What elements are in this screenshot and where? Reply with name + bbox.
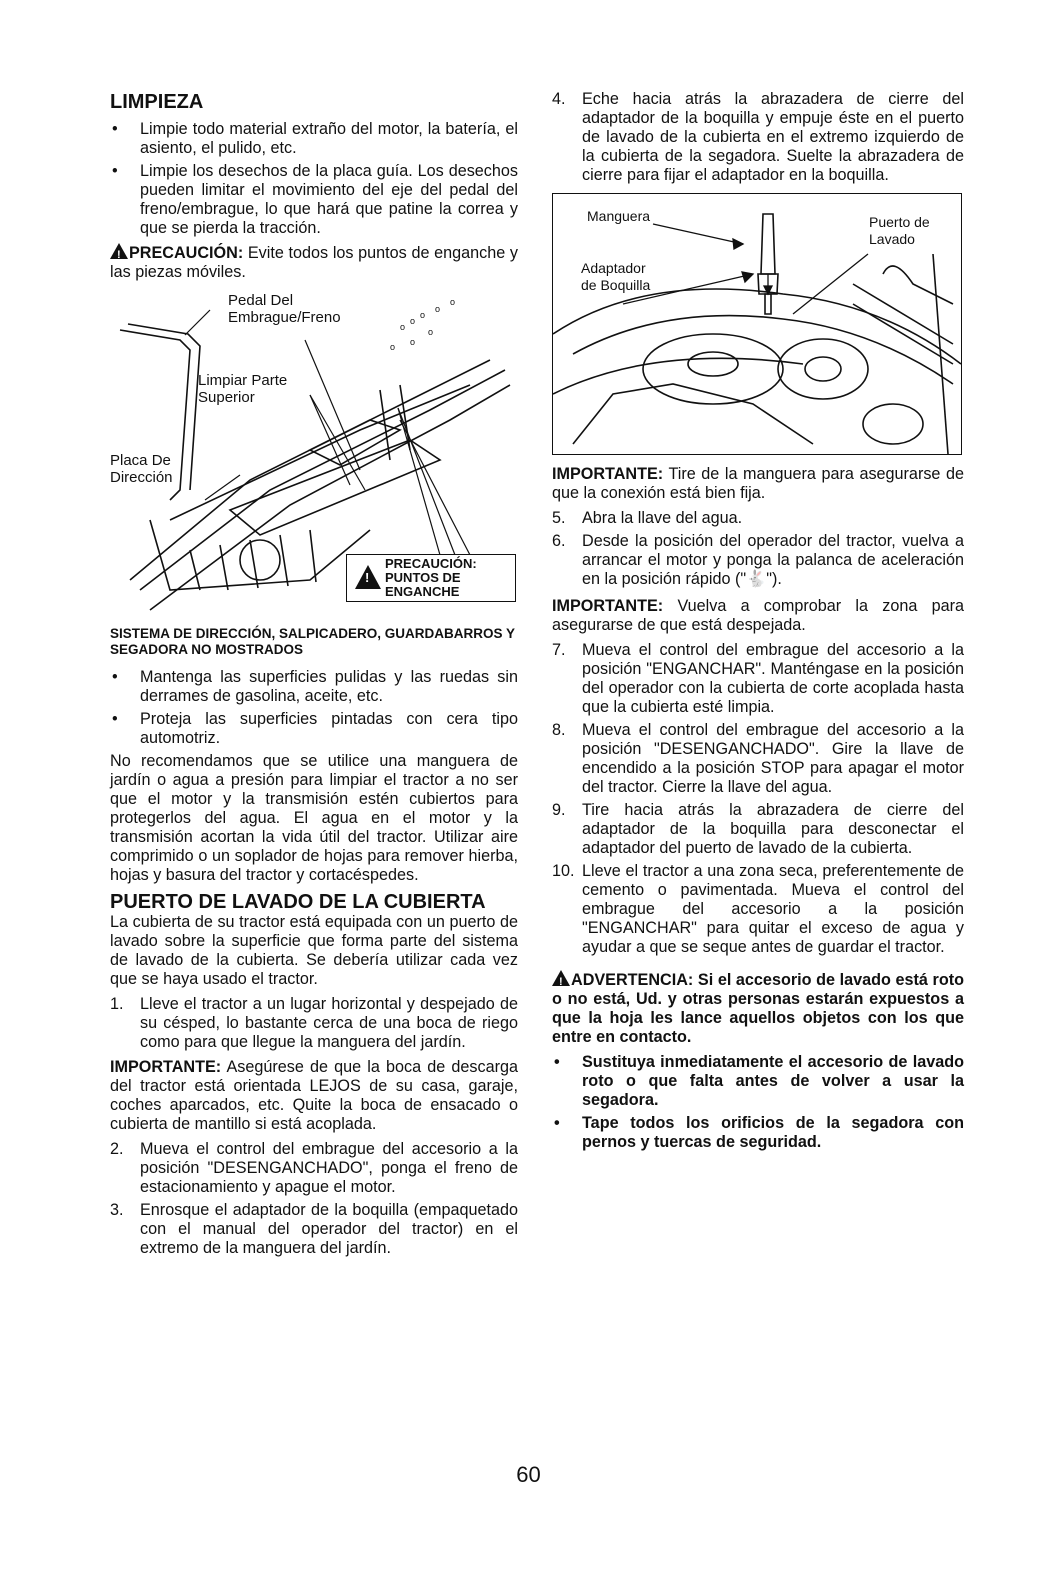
step-number: 10.: [552, 862, 575, 880]
list-item: • Tape todos los orificios de la segadora con pernos y tuercas de seguridad.: [552, 1114, 964, 1152]
step-text: Tire hacia atrás la abrazadera de cierre del adaptador de la boquilla para desconectar el adaptador del puerto de lavado de la cubierta.: [582, 801, 964, 857]
step-item: [110, 995, 518, 1052]
important-text: Vuelva a comprobar la zona para asegurarse de que está despejada.: [552, 597, 964, 634]
caution-text: Evite todos los puntos de enganche y las piezas móviles.: [110, 244, 518, 281]
step-item: [552, 532, 964, 589]
step-item: [552, 509, 964, 528]
important-label: IMPORTANTE:: [110, 1058, 222, 1076]
figure-wash-port: [552, 193, 962, 455]
step-item: [552, 641, 964, 717]
list-item: • Limpie todo material extraño del motor, la batería, el asiento, el pulido, etc.: [110, 120, 518, 158]
svg-text:o: o: [390, 342, 396, 352]
step-text: Lleve el tractor a una zona seca, preferentemente de cemento o pavimentada. Mueva el control del embrague del accesorio a la posición "ENGANCHAR" para quitar el exceso de agua y ayudar a que se seque antes de guardar el tractor.: [582, 862, 964, 956]
svg-text:o: o: [428, 327, 434, 337]
step-number: 3.: [110, 1201, 124, 1219]
step-item: [552, 721, 964, 797]
heading-puerto-lavado: PUERTO DE LAVADO DE LA CUBIERTA: [110, 891, 486, 913]
list-item: • Mantenga las superficies pulidas y las ruedas sin derrames de gasolina, aceite, etc.: [110, 668, 518, 706]
heading-limpieza: LIMPIEZA: [110, 91, 204, 113]
important-text: Asegúrese de que la boca de descarga del tractor está orientada LEJOS de su casa, garaje, coches aparcados, etc. Quite la boca de ensacado o cubierta de mantillo si está acoplada.: [110, 1058, 518, 1133]
warning-icon: !: [355, 565, 381, 589]
label-precaucion-puntos: [346, 554, 516, 602]
paragraph: No recomendamos que se utilice una manguera de jardín o agua a presión para limpiar el tractor a no ser que el motor y la transmisión estén cubiertos para protegerlos del agua. El agua en el motor y la transmisión acortan la vida útil del tractor. Utilizar aire comprimido o un soplador de hojas para remover hierba, hojas y basura del tractor y cortacéspedes.: [110, 752, 518, 884]
warning-text: ADVERTENCIA: Si el accesorio de lavado está roto o no está, Ud. y otras personas estarán expuestos a que la hoja les lance aquellos objetos con los que entre en contacto.: [552, 971, 964, 1046]
list-item: • Sustituya inmediatamente el accesorio de lavado roto o que falta antes de volver a usar la segadora.: [552, 1053, 964, 1110]
label-puerto: Puerto de Lavado: [869, 214, 930, 247]
step-item: [552, 862, 964, 957]
important-text: Tire de la manguera para asegurarse de que la conexión está bien fija.: [552, 465, 964, 502]
step-number: 2.: [110, 1140, 124, 1158]
step-text: Lleve el tractor a un lugar horizontal y despejado de su césped, lo bastante cerca de una boca de riego como para que llegue la manguera del jardín.: [140, 995, 518, 1051]
step-text: Eche hacia atrás la abrazadera de cierre del adaptador de la boquilla y empuje éste en el puerto de lavado de la cubierta en el extremo izquierdo de la cubierta de la segadora. Suelte la abrazadera de cierre para fijar el adaptador en la boquilla.: [582, 90, 964, 184]
precaucion-text: PRECAUCIÓN: PUNTOS DE ENGANCHE: [385, 556, 477, 599]
label-adaptador: Adaptador de Boquilla: [581, 260, 651, 293]
left-column: [110, 90, 518, 1262]
page-number: 60: [516, 1462, 541, 1487]
caution-label: PRECAUCIÓN:: [129, 244, 244, 262]
step-text: Abra la llave del agua.: [582, 509, 743, 527]
list-item: • Limpie los desechos de la placa guía. Los desechos pueden limitar el movimiento del eje del pedal del freno/embrague, lo que hará que patine la correa y que se pierda la tracción.: [110, 162, 518, 238]
step-number: 9.: [552, 801, 566, 819]
important-note: [552, 465, 964, 503]
svg-text:o: o: [410, 316, 416, 326]
important-note: [552, 597, 964, 635]
warning-note: [552, 969, 964, 1047]
caution-note: [110, 242, 518, 282]
step-number: 8.: [552, 721, 566, 739]
warning-icon: !: [110, 243, 128, 259]
step-number: 4.: [552, 90, 566, 108]
important-label: IMPORTANTE:: [552, 465, 664, 483]
label-placa: Placa De Dirección: [110, 452, 173, 486]
step-item: [552, 801, 964, 858]
right-column: [552, 90, 964, 1156]
label-limpiar: Limpiar Parte Superior: [198, 372, 288, 406]
figure-steering-plate: [110, 290, 518, 620]
step-item: [110, 1201, 518, 1258]
svg-text:o: o: [420, 310, 426, 320]
svg-text:o: o: [400, 322, 406, 332]
step-text: Mueva el control del embrague del accesorio a la posición "DESENGANCHADO", ponga el freno de estacionamiento y apague el motor.: [140, 1140, 518, 1196]
step-item: [552, 90, 964, 185]
step-number: 1.: [110, 995, 124, 1013]
step-number: 5.: [552, 509, 566, 527]
important-label: IMPORTANTE:: [552, 597, 664, 615]
label-manguera: Manguera: [587, 208, 651, 224]
step-text: Mueva el control del embrague del accesorio a la posición "DESENGANCHADO". Gire la llave de encendido a la posición STOP para apagar el motor del tractor. Cierre la llave del agua.: [582, 721, 964, 796]
important-note: [110, 1058, 518, 1134]
paragraph: La cubierta de su tractor está equipada con un puerto de lavado sobre la superficie que forma parte del sistema de lavado de la cubierta. Se debería utilizar cada vez que se haya usado el tractor.: [110, 913, 518, 988]
step-text: Desde la posición del operador del tractor, vuelva a arrancar el motor y ponga la palanca de aceleración en la posición rápido ("🐇").: [582, 532, 964, 588]
step-text: Mueva el control del embrague del accesorio a la posición "ENGANCHAR". Manténgase en la posición del operador con la cubierta de corte acoplada hasta que la cubierta esté limpia.: [582, 641, 964, 716]
step-number: 7.: [552, 641, 566, 659]
step-item: [110, 1140, 518, 1197]
svg-text:o: o: [450, 297, 456, 307]
svg-text:o: o: [435, 304, 441, 314]
label-pedal: Pedal Del Embrague/Freno: [228, 292, 341, 326]
step-text: Enrosque el adaptador de la boquilla (empaquetado con el manual del operador del tractor) en el extremo de la manguera del jardín.: [140, 1201, 518, 1257]
step-number: 6.: [552, 532, 566, 550]
figure-caption: SISTEMA DE DIRECCIÓN, SALPICADERO, GUARDABARROS Y SEGADORA NO MOSTRADOS: [110, 626, 515, 657]
svg-text:o: o: [410, 337, 416, 347]
list-item: • Proteja las superficies pintadas con cera tipo automotriz.: [110, 710, 518, 748]
warning-icon: !: [552, 970, 570, 986]
